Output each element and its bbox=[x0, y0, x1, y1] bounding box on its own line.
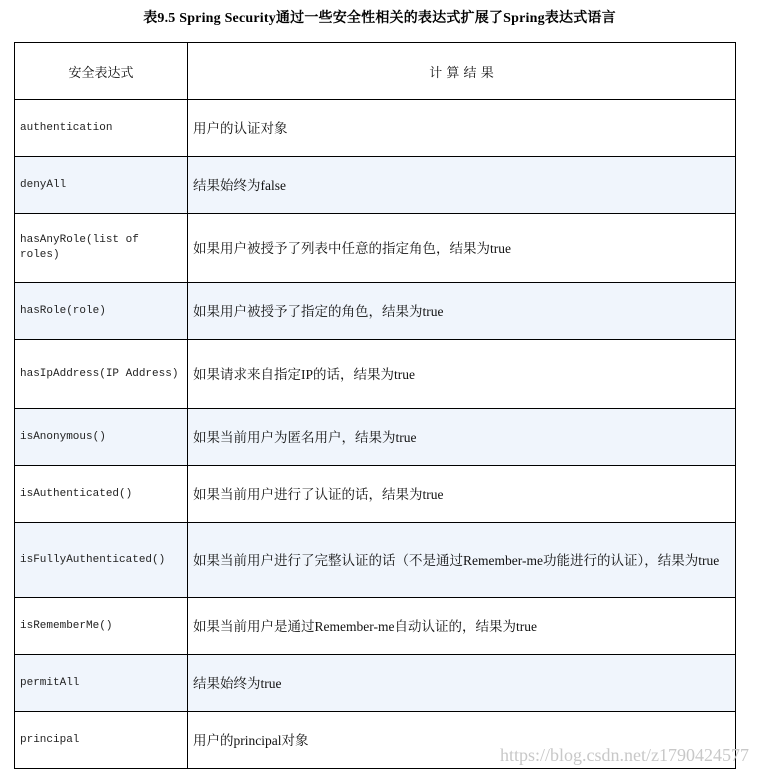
table-row bbox=[15, 100, 736, 157]
result-cell: 用户的认证对象 bbox=[188, 100, 736, 157]
table-row bbox=[15, 655, 736, 712]
table-row bbox=[15, 340, 736, 409]
result-cell: 如果用户被授予了指定的角色，结果为true bbox=[188, 283, 736, 340]
header-expression: 安全表达式 bbox=[15, 43, 188, 100]
result-cell: 如果请求来自指定IP的话，结果为true bbox=[188, 340, 736, 409]
expression-cell: hasRole(role) bbox=[15, 283, 188, 340]
result-cell: 结果始终为false bbox=[188, 157, 736, 214]
expression-cell: principal bbox=[15, 712, 188, 769]
result-cell: 结果始终为true bbox=[188, 655, 736, 712]
result-cell: 如果用户被授予了列表中任意的指定角色，结果为true bbox=[188, 214, 736, 283]
table-row bbox=[15, 466, 736, 523]
table-row bbox=[15, 409, 736, 466]
expression-cell: isAnonymous() bbox=[15, 409, 188, 466]
header-result: 计 算 结 果 bbox=[188, 43, 736, 100]
expression-cell: isFullyAuthenticated() bbox=[15, 523, 188, 598]
result-cell: 如果当前用户进行了完整认证的话（不是通过Remember-me功能进行的认证），结果为true bbox=[188, 523, 736, 598]
watermark: https://blog.csdn.net/z1790424577 bbox=[500, 745, 749, 765]
table-row bbox=[15, 598, 736, 655]
table-caption: 表9.5 Spring Security通过一些安全性相关的表达式扩展了Spring表达式语言 bbox=[143, 11, 616, 26]
security-expressions-table bbox=[14, 42, 736, 769]
result-cell: 如果当前用户进行了认证的话，结果为true bbox=[188, 466, 736, 523]
result-cell: 如果当前用户是通过Remember-me自动认证的，结果为true bbox=[188, 598, 736, 655]
table-row bbox=[15, 157, 736, 214]
expression-cell: authentication bbox=[15, 100, 188, 157]
expression-cell: denyAll bbox=[15, 157, 188, 214]
table-header-row bbox=[15, 43, 736, 100]
expression-cell: isAuthenticated() bbox=[15, 466, 188, 523]
table-row bbox=[15, 214, 736, 283]
result-cell: 用户的principal对象 bbox=[188, 712, 736, 769]
table-row bbox=[15, 523, 736, 598]
expression-cell: hasAnyRole(list of roles) bbox=[15, 214, 188, 283]
table-row bbox=[15, 283, 736, 340]
expression-cell: isRememberMe() bbox=[15, 598, 188, 655]
expression-cell: permitAll bbox=[15, 655, 188, 712]
expression-cell: hasIpAddress(IP Address) bbox=[15, 340, 188, 409]
result-cell: 如果当前用户为匿名用户，结果为true bbox=[188, 409, 736, 466]
